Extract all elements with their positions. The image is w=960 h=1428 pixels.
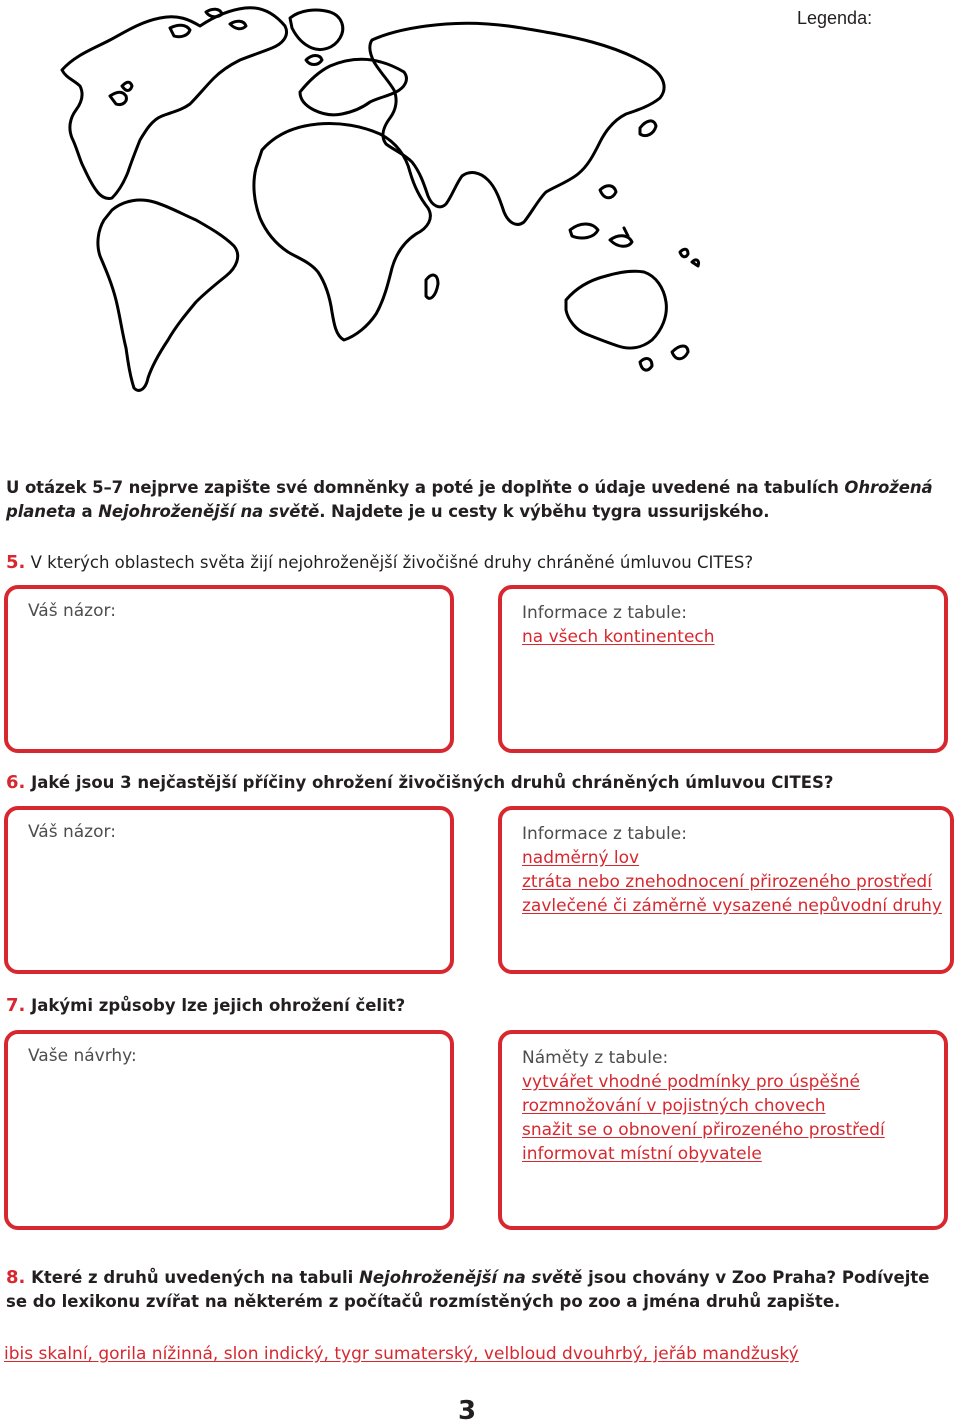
question-6: 6. Jaké jsou 3 nejčastější příčiny ohrožení živočišných druhů chráněných úmluvou CITES? — [6, 772, 834, 793]
legend-label: Legenda: — [797, 8, 873, 28]
question-number: 7. — [6, 995, 26, 1016]
info-box — [498, 806, 954, 974]
suggestions-label: Vaše návrhy: — [28, 1046, 137, 1066]
opinion-label: Váš názor: — [28, 601, 116, 621]
question-number: 8. — [6, 1267, 26, 1288]
australia-outline — [566, 271, 666, 348]
instructions-paragraph: U otázek 5–7 nejprve zapište své domněnky a poté je doplňte o údaje uvedené na tabulích Ohrožená planeta a Nejohroženější na světě. Najdete je u cesty k výběhu tygra ussurijského. — [6, 478, 933, 521]
answer-line: ibis skalní, gorila nížinná, slon indický, tygr sumaterský, velbloud dvouhrbý, jeřáb mandžuský — [4, 1344, 799, 1364]
suggestions-box[interactable] — [4, 1030, 454, 1230]
answer-line: vytvářet vhodné podmínky pro úspěšné — [522, 1072, 860, 1092]
answer-line: snažit se o obnovení přirozeného prostředí — [522, 1120, 885, 1140]
answer-line: ztráta nebo znehodnocení přirozeného prostředí — [522, 872, 932, 892]
greenland-outline — [290, 10, 343, 50]
page-number: 3 — [458, 1396, 477, 1426]
asia-outline — [370, 23, 664, 224]
opinion-box[interactable] — [4, 806, 454, 974]
question-7: 7. Jakými způsoby lze jejich ohrožení čelit? — [6, 995, 406, 1016]
question-8: 8. Které z druhů uvedených na tabuli Nejohroženější na světě jsou chovány v Zoo Praha? Podívejte se do lexikonu zvířat na některém z počítačů rozmístěných po zoo a jména druhů zapište. — [6, 1267, 930, 1311]
question-number: 6. — [6, 772, 26, 793]
answer-line: nadměrný lov — [522, 848, 640, 868]
world-outline-map — [0, 0, 780, 440]
opinion-box[interactable] — [4, 585, 454, 753]
info-box — [498, 1030, 948, 1230]
africa-outline — [254, 123, 430, 340]
opinion-label: Váš názor: — [28, 822, 116, 842]
south-america-outline — [98, 200, 238, 390]
question-5: 5. V kterých oblastech světa žijí nejohroženější živočišné druhy chráněné úmluvou CITES? — [6, 552, 754, 573]
info-label: Informace z tabule: — [522, 824, 687, 844]
answer-line: rozmnožování v pojistných chovech — [522, 1096, 826, 1116]
info-label: Náměty z tabule: — [522, 1048, 669, 1068]
question-number: 5. — [6, 552, 26, 573]
answer-line: informovat místní obyvatele — [522, 1144, 762, 1164]
answer-line: na všech kontinentech — [522, 627, 715, 647]
info-box — [498, 585, 948, 753]
answer-line: zavlečené či záměrně vysazené nepůvodní druhy — [522, 896, 942, 916]
info-label: Informace z tabule: — [522, 603, 687, 623]
